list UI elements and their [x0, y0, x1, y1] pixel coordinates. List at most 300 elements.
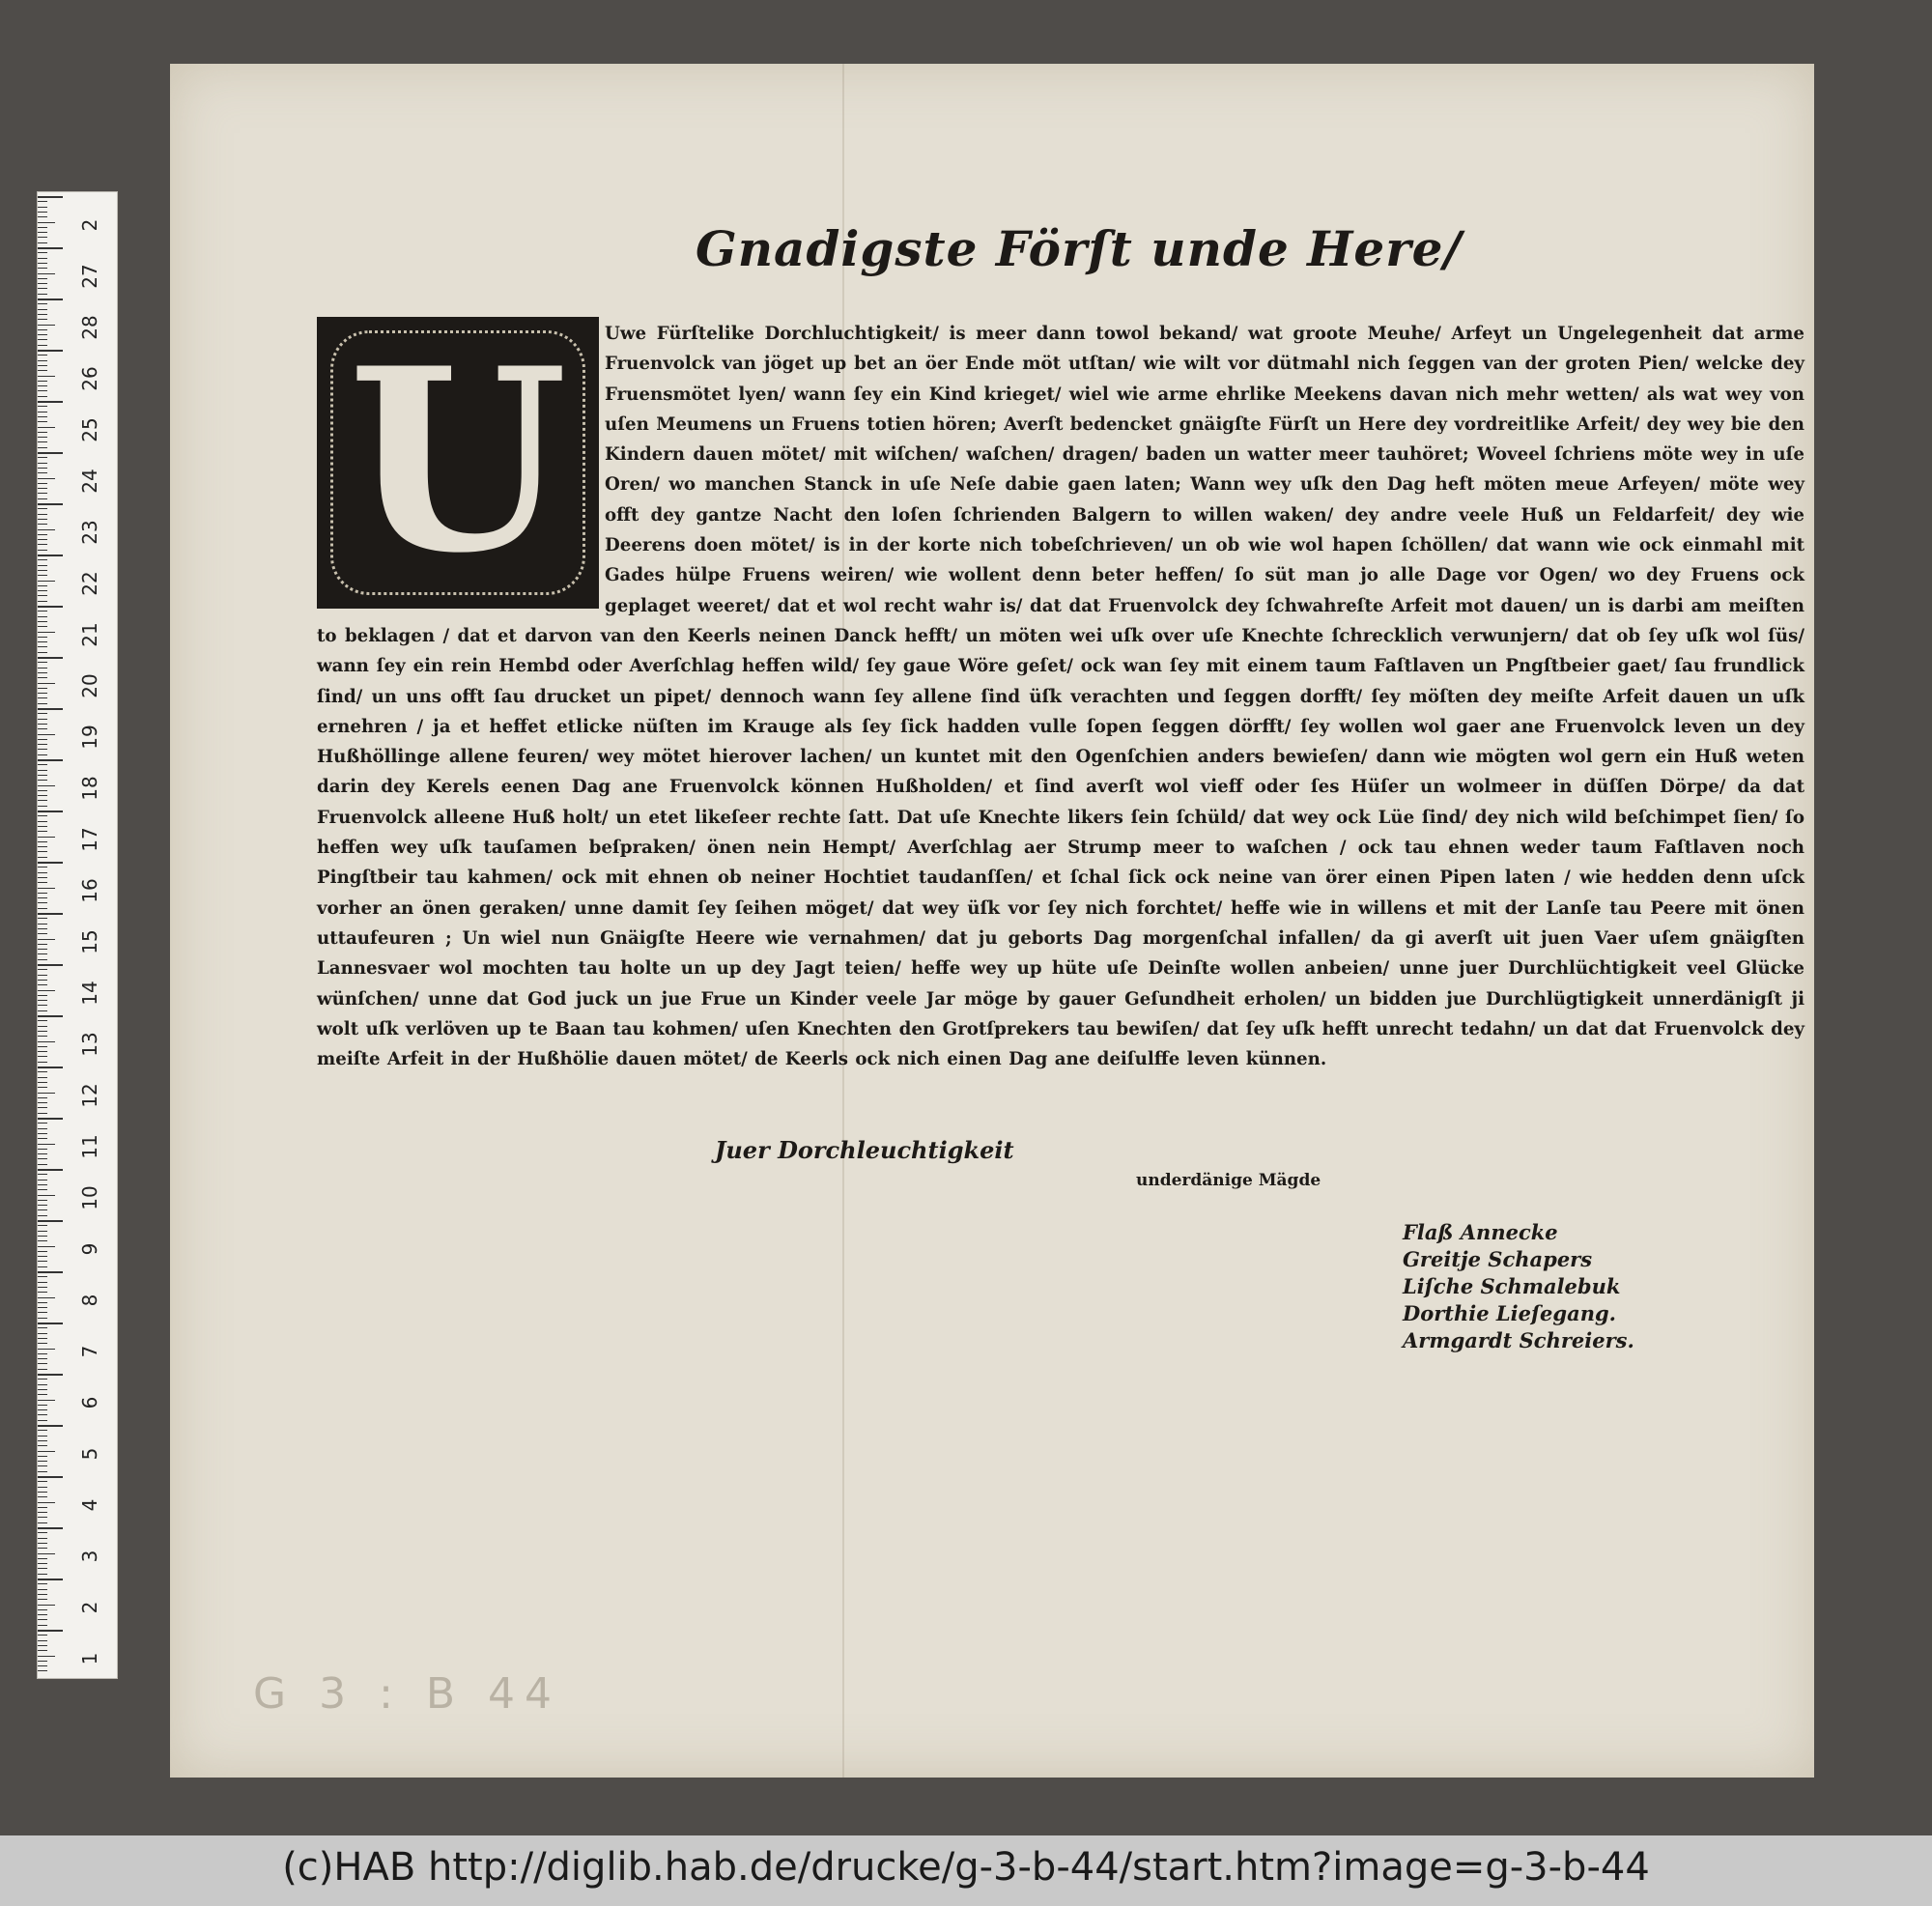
ruler-number: 4: [78, 1498, 101, 1512]
ruler-tick: [38, 1461, 47, 1462]
ruler-tick: [38, 1430, 47, 1431]
ruler-number: 6: [78, 1396, 101, 1409]
ruler-number: 18: [78, 776, 101, 801]
ruler-tick: [38, 1394, 47, 1395]
ruler-tick: [38, 329, 47, 330]
ruler-tick: [38, 201, 47, 202]
ruler-tick: [38, 539, 47, 540]
ruler-tick: [38, 1369, 47, 1370]
ruler-tick: [38, 483, 47, 484]
ruler-tick: [38, 1599, 47, 1600]
signers-list: [1403, 1219, 1634, 1354]
ruler-tick: [38, 683, 55, 684]
ruler-tick: [38, 529, 55, 530]
ruler-tick: [38, 534, 47, 535]
ruler-tick: [38, 1456, 47, 1457]
ruler-tick: [38, 964, 63, 966]
ruler-tick: [38, 1625, 47, 1626]
ruler-tick: [38, 1532, 47, 1533]
ruler-tick: [38, 1420, 47, 1421]
ruler-tick: [38, 601, 47, 602]
ruler-tick: [38, 1302, 47, 1303]
ruler-tick: [38, 452, 63, 454]
ruler-number: 26: [78, 366, 101, 391]
ruler-tick: [38, 1133, 47, 1134]
ruler-tick: [38, 345, 47, 346]
ruler-tick: [38, 1026, 47, 1027]
ruler-tick: [38, 897, 47, 898]
shelfmark-pencil-note: G 3 : B 44: [253, 1669, 562, 1719]
ruler-tick: [38, 1323, 63, 1324]
ruler-tick: [38, 882, 47, 883]
ruler-tick: [38, 770, 47, 771]
body-paragraph: Uwe Fürſtelike Dorchluchtigkeit/ is meer dann towol bekand/ wat groote Meuhe/ Arfeyt un Ungelegenheit dat arme Fruenvolck van jöget up bet an öer Ende möt utſtan/ wie wilt vor dütmahl nich ſeggen van der groten Pien/ welcke dey Fruensmötet lyen/ wann ſey ein Kind krieget/ wiel wie arme ehrlike Meekens davan nich mehr wetten/ als wat wey von uſen Meumens un Fruens totien hören; Averſt bedencket gnäigſte Fürſt un Here dey vordreitlike Arfeit/ dey wey bie den Kindern dauen mötet/ mit wiſchen/ waſchen/ dragen/ baden un watter meer tauhöret; Woveel ſchriens möte wey in uſe Oren/ wo manchen Stanck in uſe Neſe dabie gaen laten; Wann wey uſk den Dag heft möten meue Arfeyen/ möte wey offt dey gantze Nacht den loſen ſchrienden Balgern to willen waken/ dey andre veele Huß un Feldarfeit/ dey wie Deerens doen mötet/ is in der korte nich tobeſchrieven/ un ob wie wol hapen ſchöllen/ dat wann wie ock einmahl mit Gades hülpe Fruens weiren/ wie wollent denn beter heffen/ ſo süt man jo alle Dage vor Ogen/ wo dey Fruens ock geplaget weeret/ dat et wol recht wahr is/ dat dat Fruenvolck dey ſchwahreſte Arfeit mot dauen/ un is darbi am meiſten to beklagen / dat et darvon van den Keerls neinen Danck hefft/ un möten wei uſk over uſe Knechte ſchrecklich verwunjern/ dat ob ſey uſk wol ſüs/ wann ſey ein rein Hembd oder Averſchlag heffen wild/ ſey gaue Wöre geſet/ ock wan ſey mit einem taum Faſtlaven un Pngſtbeier gaet/ ſau frundlick ſind/ un uns offt ſau drucket un pipet/ dennoch wann ſey allene ſind üſk verachten und ſeggen dorfft/ ſey möſten dey meiſte Arfeit dauen un uſk ernehren / ja et heffet etlicke nüſten im Krauge als ſey ſick hadden vulle ſopen ſeggen dörfft/ ſey wollen wol gaer ane Fruenvolck leven un dey Hußhöllinge allene feuren/ wey mötet hierover lachen/ un kuntet mit den Ogenſchien anders bewieſen/ dann wie mögten wol gern ein Huß weten darin dey Kerels eenen Dag ane Fruenvolck können Hußholden/ et ſind averſt wol vieff oder ſes Hüſer un wolmeer in düſſen Dörpe/ da dat Fruenvolck alleene Huß holt/ un etet likeſeer rechte ſatt. Dat uſe Knechte likers ſein ſchüld/ dat wey ock Lüe ſind/ dey nich wild beſchimpet ſien/ ſo heffen wey uſk tauſamen beſpraken/ önen nein Hempt/ Averſchlag aer Strump meer to waſchen / ock tau ehnen weder taum Faſtlaven noch Pingſtbeir tau kahmen/ ock mit ehnen ob neiner Hochtiet taudanſſen/ et ſchal ſick ock neine van örer einen Pipen laten / wie hedden denn uſck vorher an önen geraken/ unne damit ſey ſeihen möget/ dat wey üſk vor ſey nich forchtet/ heffe wie in willens et mit der Lanſe tau Peere mit önen uttaufeuren ; Un wiel nun Gnäigſte Heere wie vernahmen/ dat ju geborts Dag morgenſchal infallen/ da gi averſt uit juen Vaer uſem gnäigſten Lannesvaer wol mochten tau holte un up dey Jagt teien/ heffe wey up hüte uſe Deinſte wollen anbeien/ unne juer Durchlüchtigkeit veel Glücke wünſchen/ unne dat God juck un jue Frue un Kinder veele Jar möge by gauer Geſundheit erholen/ un bidden jue Durchlügtigkeit unnerdänigſt ji wolt uſk verlöven up te Baan tau kohmen/ uſen Knechten den Grotſprekers tau bewiſen/ dat ſey uſk hefft unrecht tedahn/ un dat dat Fruenvolck dey meiſte Arfeit in der Hußhölie dauen mötet/ de Keerls ock nich einen Dag ane deiſulffe leven künnen.: [317, 324, 1804, 1070]
ruler-tick: [38, 1471, 47, 1472]
ruler-tick: [38, 1553, 55, 1554]
ruler-tick: [38, 1574, 47, 1575]
ruler-number: 5: [78, 1447, 101, 1461]
ruler-number: 2: [78, 1601, 101, 1614]
ruler-tick: [38, 1579, 63, 1580]
initial-spacer: [317, 319, 605, 609]
ruler-number: 21: [78, 622, 101, 647]
ruler-tick: [38, 980, 47, 981]
ruler-tick: [38, 559, 47, 560]
ruler-tick: [38, 1240, 47, 1241]
ruler-tick: [38, 785, 55, 786]
ruler-tick: [38, 1318, 47, 1319]
ruler-tick: [38, 1036, 47, 1037]
ruler-tick: [38, 299, 63, 300]
ruler-tick: [38, 646, 47, 647]
signer-name: Liſche Schmalebuk: [1403, 1274, 1621, 1298]
ruler-tick: [38, 1558, 47, 1559]
ruler-tick: [38, 1077, 47, 1078]
signer-name: Flaß Annecke: [1403, 1220, 1558, 1244]
ruler-tick: [38, 524, 47, 525]
ruler-tick: [38, 1307, 47, 1308]
ruler-tick: [38, 1389, 47, 1390]
ruler-tick: [38, 728, 47, 729]
ruler-tick: [38, 1189, 47, 1190]
ruler-tick: [38, 1568, 47, 1569]
ruler-tick: [38, 1487, 47, 1488]
ruler-tick: [38, 1400, 55, 1401]
ruler-number: 20: [78, 673, 101, 698]
ruler-tick: [38, 908, 47, 909]
ruler-tick: [38, 339, 47, 340]
ruler-tick: [38, 1548, 47, 1549]
ruler-tick: [38, 652, 47, 653]
ruler-number: 3: [78, 1550, 101, 1563]
ruler-tick: [38, 1543, 47, 1544]
ruler-tick: [38, 990, 55, 991]
ruler-tick: [38, 754, 47, 755]
ruler-tick: [38, 1425, 63, 1427]
ruler-tick: [38, 1282, 47, 1283]
ruler-tick: [38, 263, 47, 264]
ruler-tick: [38, 427, 55, 428]
ruler-tick: [38, 1496, 47, 1497]
ruler-number: 1: [78, 1652, 101, 1665]
ruler-tick: [38, 1358, 47, 1359]
ruler-tick: [38, 637, 47, 638]
measuring-ruler: [37, 191, 118, 1679]
ruler-tick: [38, 581, 55, 582]
ruler-tick: [38, 303, 47, 304]
ruler-tick: [38, 815, 47, 816]
ruler-tick: [38, 544, 47, 545]
ruler-tick: [38, 1149, 47, 1150]
ruler-tick: [38, 939, 55, 940]
ruler-tick: [38, 969, 47, 970]
ruler-tick: [38, 232, 47, 233]
ruler-tick: [38, 1502, 55, 1503]
ruler-number: 9: [78, 1242, 101, 1256]
ruler-tick: [38, 688, 47, 689]
ruler-number: 12: [78, 1083, 101, 1108]
ruler-tick: [38, 370, 47, 371]
ruler-tick: [38, 995, 47, 996]
ruler-tick: [38, 396, 47, 397]
ruler-tick: [38, 697, 47, 698]
ruler-tick: [38, 949, 47, 950]
ruler-tick: [38, 508, 47, 509]
ruler-tick: [38, 247, 63, 249]
ruler-tick: [38, 360, 47, 361]
ruler-tick: [38, 857, 47, 858]
ruler-tick: [38, 1527, 63, 1529]
ruler-tick: [38, 447, 47, 448]
ruler-tick: [38, 1384, 47, 1385]
ruler-tick: [38, 1583, 47, 1584]
ruler-tick: [38, 1118, 63, 1120]
ruler-tick: [38, 1164, 47, 1165]
ruler-tick: [38, 1297, 55, 1298]
ruler-tick: [38, 616, 47, 617]
ruler-tick: [38, 724, 47, 725]
ruler-number: 25: [78, 417, 101, 442]
ruler-tick: [38, 862, 63, 864]
credit-text: (c)HAB http://diglib.hab.de/drucke/g-3-b-44/start.htm?image=g-3-b-44: [282, 1845, 1650, 1890]
ruler-tick: [38, 780, 47, 781]
ruler-tick: [38, 1215, 47, 1216]
ruler-tick: [38, 734, 55, 735]
document-title: Gnadigste Förſt unde Here/: [696, 220, 1463, 277]
ruler-tick: [38, 1180, 47, 1181]
ruler-tick: [38, 457, 47, 458]
ruler-tick: [38, 1144, 55, 1145]
ruler-tick: [38, 1087, 47, 1088]
ruler-tick: [38, 933, 47, 934]
ruler-tick: [38, 749, 47, 750]
ruler-tick: [38, 1205, 47, 1206]
ruler-tick: [38, 283, 47, 284]
ruler-tick: [38, 1071, 47, 1072]
ruler-tick: [38, 1225, 47, 1226]
ruler-number: 22: [78, 571, 101, 596]
ruler-tick: [38, 309, 47, 310]
ruler-tick: [38, 1492, 47, 1493]
ruler-tick: [38, 1374, 63, 1376]
ruler-tick: [38, 1128, 47, 1129]
document-body: [317, 319, 1804, 1074]
ruler-tick: [38, 1093, 55, 1094]
ruler-tick: [38, 713, 47, 714]
ruler-tick: [38, 1015, 63, 1017]
ruler-tick: [38, 1538, 47, 1539]
ruler-tick: [38, 242, 47, 243]
ruler-tick: [38, 1220, 63, 1222]
ruler-tick: [38, 1635, 47, 1636]
ruler-tick: [38, 1169, 63, 1171]
ruler-tick: [38, 334, 47, 335]
ruler-tick: [38, 1031, 47, 1032]
ruler-tick: [38, 519, 47, 520]
ruler-tick: [38, 867, 47, 868]
ruler-tick: [38, 1594, 47, 1595]
ruler-tick: [38, 1261, 47, 1262]
ruler-tick: [38, 468, 47, 469]
ruler-tick: [38, 288, 47, 289]
ruler-tick: [38, 1333, 47, 1334]
ruler-tick: [38, 1231, 47, 1232]
ruler-number: 13: [78, 1032, 101, 1057]
ruler-tick: [38, 1379, 47, 1380]
ruler-tick: [38, 585, 47, 586]
ruler-tick: [38, 888, 55, 889]
ruler-tick: [38, 877, 47, 878]
ruler-tick: [38, 1605, 55, 1606]
ruler-tick: [38, 693, 47, 694]
ruler-tick: [38, 1312, 47, 1313]
ruler-tick: [38, 800, 47, 801]
ruler-tick: [38, 1645, 47, 1646]
ruler-tick: [38, 984, 47, 985]
ruler-tick: [38, 498, 47, 499]
ruler-number: 8: [78, 1294, 101, 1307]
ruler-tick: [38, 222, 55, 223]
ruler-tick: [38, 1287, 47, 1288]
ruler-tick: [38, 555, 63, 556]
ruler-tick: [38, 1445, 47, 1446]
ruler-tick: [38, 488, 47, 489]
ruler-number: 23: [78, 520, 101, 545]
ruler-tick: [38, 416, 47, 417]
ruler-tick: [38, 273, 55, 274]
ruler-tick: [38, 668, 47, 669]
ruler-tick: [38, 207, 47, 208]
ruler-tick: [38, 913, 63, 915]
ruler-number: 27: [78, 264, 101, 289]
ruler-tick: [38, 1097, 47, 1098]
ruler-tick: [38, 421, 47, 422]
ruler-tick: [38, 1041, 55, 1042]
ruler-tick: [38, 268, 47, 269]
ruler-tick: [38, 1292, 47, 1293]
ruler-tick: [38, 570, 47, 571]
ruler-tick: [38, 514, 47, 515]
ruler-tick: [38, 1113, 47, 1114]
ruler-tick: [38, 795, 47, 796]
ruler-number: 10: [78, 1185, 101, 1210]
ruler-tick: [38, 918, 47, 919]
ruler-tick: [38, 739, 47, 740]
ruler-number: 7: [78, 1345, 101, 1358]
ruler-tick: [38, 975, 47, 976]
ruler-tick: [38, 703, 47, 704]
ruler-number: 14: [78, 981, 101, 1006]
ruler-tick: [38, 611, 47, 612]
ruler-tick: [38, 478, 55, 479]
ruler-tick: [38, 677, 47, 678]
ruler-tick: [38, 1349, 55, 1350]
ruler-tick: [38, 632, 55, 633]
ruler-tick: [38, 1276, 47, 1277]
ruler-tick: [38, 851, 47, 852]
ruler-tick: [38, 406, 47, 407]
ruler-number: 15: [78, 929, 101, 954]
ruler-tick: [38, 1246, 55, 1247]
ruler-tick: [38, 401, 63, 403]
ruler-number: 19: [78, 725, 101, 750]
ruler-tick: [38, 472, 47, 473]
ruler-tick: [38, 1138, 47, 1139]
ruler-tick: [38, 1271, 63, 1273]
ruler-tick: [38, 924, 47, 925]
ruler-tick: [38, 841, 47, 842]
ruler-tick: [38, 806, 47, 807]
ruler-tick: [38, 1005, 47, 1006]
ruler-tick: [38, 764, 47, 765]
signer-name: Greitje Schapers: [1403, 1247, 1593, 1271]
ruler-tick: [38, 1200, 47, 1201]
ruler-tick: [38, 775, 47, 776]
ruler-tick: [38, 503, 63, 505]
ruler-tick: [38, 719, 47, 720]
ruler-tick: [38, 1414, 47, 1415]
ruler-tick: [38, 1440, 47, 1441]
ruler-tick: [38, 493, 47, 494]
ruler-tick: [38, 811, 63, 812]
ruler-tick: [38, 1661, 47, 1662]
ruler-tick: [38, 1436, 47, 1437]
ruler-tick: [38, 821, 47, 822]
ruler-tick: [38, 893, 47, 894]
ruler-tick: [38, 1158, 47, 1159]
signer-name: Dorthie Lieſegang.: [1403, 1301, 1616, 1325]
ruler-tick: [38, 831, 47, 832]
ruler-tick: [38, 390, 47, 391]
ruler-tick: [38, 1517, 47, 1518]
ruler-tick: [38, 1062, 47, 1063]
ruler-tick: [38, 237, 47, 238]
ruler-number: 2: [78, 218, 101, 232]
ruler-tick: [38, 595, 47, 596]
ruler-tick: [38, 575, 47, 576]
ruler-tick: [38, 1451, 55, 1452]
ruler-tick: [38, 365, 47, 366]
ruler-tick: [38, 1338, 47, 1339]
ruler-tick: [38, 1046, 47, 1047]
ruler-tick: [38, 227, 47, 228]
ruler-tick: [38, 1107, 47, 1108]
ruler-tick: [38, 1353, 47, 1354]
ruler-tick: [38, 959, 47, 960]
credit-footer: [0, 1835, 1932, 1906]
ruler-tick: [38, 385, 47, 386]
ruler-tick: [38, 1363, 47, 1364]
ruler-tick: [38, 1650, 47, 1651]
ruler-tick: [38, 550, 47, 551]
ruler-tick: [38, 1327, 47, 1328]
ruler-tick: [38, 1614, 47, 1615]
ruler-tick: [38, 1256, 47, 1257]
ruler-tick: [38, 1405, 47, 1406]
ruler-tick: [38, 590, 47, 591]
ruler-tick: [38, 350, 63, 352]
ruler-tick: [38, 662, 47, 663]
ruler-number: 11: [78, 1134, 101, 1159]
ruler-tick: [38, 212, 47, 213]
ruler-number: 16: [78, 878, 101, 903]
ruler-tick: [38, 944, 47, 945]
ruler-tick: [38, 381, 47, 382]
ruler-tick: [38, 708, 63, 710]
ruler-tick: [38, 657, 63, 659]
ruler-tick: [38, 606, 63, 608]
ruler-number: 17: [78, 827, 101, 852]
signer-name: Armgardt Schreiers.: [1403, 1328, 1634, 1352]
ruler-tick: [38, 1020, 47, 1021]
ruler-tick: [38, 437, 47, 438]
ruler-tick: [38, 1609, 47, 1610]
ruler-tick: [38, 928, 47, 929]
ruler-tick: [38, 1209, 47, 1210]
ruler-tick: [38, 621, 47, 622]
ruler-tick: [38, 294, 47, 295]
ruler-tick: [38, 953, 47, 954]
ruler-tick: [38, 826, 47, 827]
ruler-tick: [38, 1343, 47, 1344]
ruler-tick: [38, 1522, 47, 1523]
ruler-tick: [38, 565, 47, 566]
closing-salutation: Juer Dorchleuchtigkeit: [715, 1136, 1014, 1164]
ruler-number: 24: [78, 469, 101, 494]
ruler-tick: [38, 463, 47, 464]
ruler-tick: [38, 1619, 47, 1620]
ruler-tick: [38, 252, 47, 253]
ruler-tick: [38, 1051, 47, 1052]
ruler-tick: [38, 1512, 47, 1513]
ruler-tick: [38, 1266, 47, 1267]
ruler-tick: [38, 258, 47, 259]
ruler-tick: [38, 1010, 47, 1011]
ruler-tick: [38, 641, 47, 642]
ruler-tick: [38, 325, 55, 326]
ruler-tick: [38, 432, 47, 433]
ruler-tick: [38, 790, 47, 791]
ruler-tick: [38, 1409, 47, 1410]
ruler-tick: [38, 1640, 47, 1641]
ruler-tick: [38, 1589, 47, 1590]
ruler-tick: [38, 1102, 47, 1103]
ruler-tick: [38, 1067, 63, 1068]
ruler-tick: [38, 376, 55, 377]
ruler-tick: [38, 626, 47, 627]
ruler-tick: [38, 1123, 47, 1124]
ruler-tick: [38, 1563, 47, 1564]
